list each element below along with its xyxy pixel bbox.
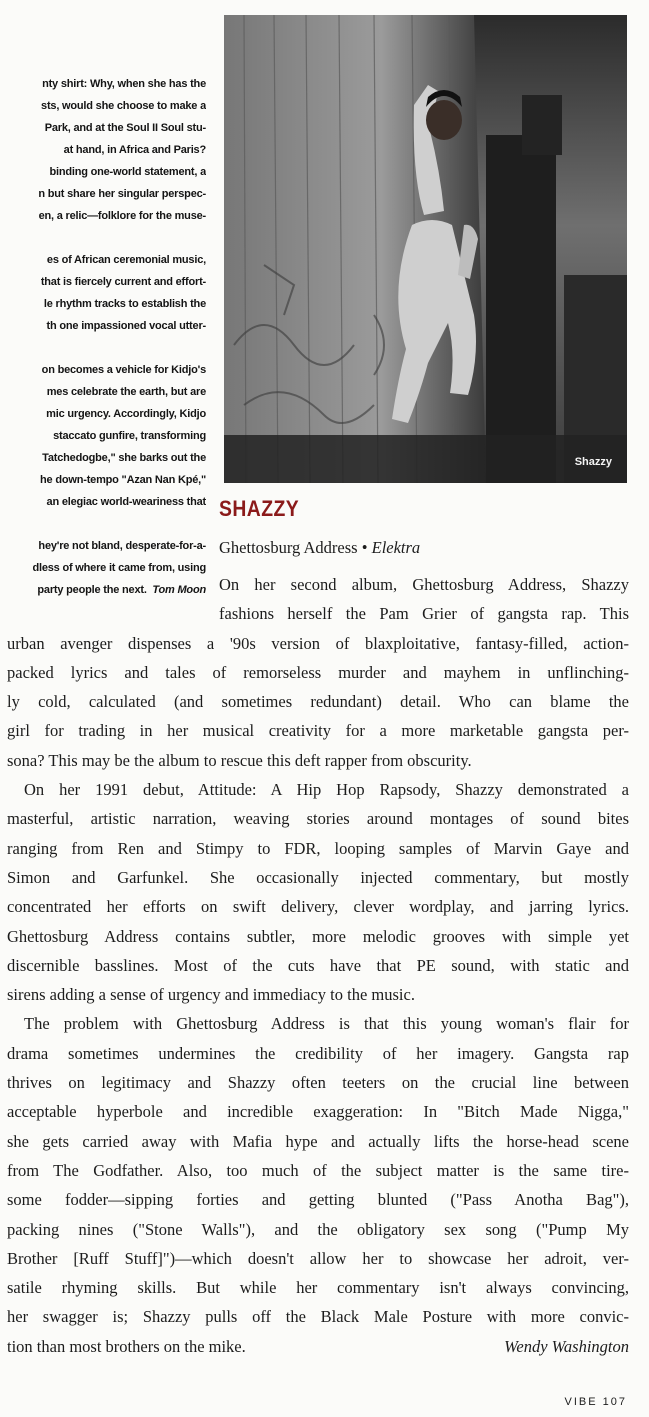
review-line: masterful, artistic narration, weaving stories around montages of sound bites [7,809,629,829]
column-line: that is fiercely current and effort- [40,276,206,288]
column-line: n but share her singular perspec- [38,188,206,200]
column-line: binding one-world statement, a [49,166,206,178]
reviewer-byline: Wendy Washington [504,1336,629,1356]
column-line: Park, and at the Soul II Soul stu- [44,122,206,134]
photo-caption: Shazzy [574,456,612,468]
review-line: Simon and Garfunkel. She occasionally injected commentary, but mostly [7,867,629,887]
paragraph-gap [0,227,206,249]
review-line: Ghettosburg Address contains subtler, more melodic grooves with simple yet [7,926,629,946]
review-line: drama sometimes undermines the credibility of her imagery. Gangsta rap [7,1043,629,1063]
column-line: sts, would she choose to make a [41,100,206,112]
review-line: packed lyrics and tales of remorseless murder and mayhem in unflinching- [7,662,629,682]
review-line: discernible basslines. Most of the cuts have that PE sound, with static and [7,955,629,975]
review-line: satile rhyming skills. But while her commentary isn't always convincing, [7,1278,629,1298]
paragraph-gap [0,513,206,535]
column-line: dless of where it came from, using [32,562,206,574]
review-line: ranging from Ren and Stimpy to FDR, looping samples of Marvin Gaye and [7,838,629,858]
review-line: packing nines ("Stone Walls"), and the obligatory sex song ("Pump My [7,1219,629,1239]
column-line: hey're not bland, desperate-for-a- [38,540,206,552]
review-line: thrives on legitimacy and Shazzy often teeters on the crucial line between [7,1073,629,1093]
page-folio: VIBE 107 [564,1396,627,1408]
review-line: On her second album, Ghettosburg Address, Shazzy [219,575,629,594]
record-label: Elektra [371,538,421,557]
signature: Tom Moon [152,584,206,596]
column-line: on becomes a vehicle for Kidjo's [41,364,206,376]
previous-review-column [0,73,206,601]
paragraph-gap [0,337,206,359]
column-line: th one impassioned vocal utter- [46,320,206,332]
review-line: sirens adding a sense of urgency and immediacy to the music. [7,985,415,1005]
column-line: Tatchedogbe," she barks out the [42,452,206,464]
review-line: from The Godfather. Also, too much of the subject matter is the same tire- [7,1160,629,1180]
review-line: concentrated her efforts on swift delivery, clever wordplay, and jarring lyrics. [7,897,629,917]
review-line: fashions herself the Pam Grier of gangsta rap. This [219,604,629,624]
photo-illustration [224,15,627,483]
column-line: he down-tempo "Azan Nan Kpé," [40,474,206,486]
review-line: The problem with Ghettosburg Address is that this young woman's flair for [24,1014,629,1034]
column-line: mes celebrate the earth, but are [46,386,206,398]
review-last-row [7,1332,629,1361]
column-line: le rhythm tracks to establish the [43,298,206,310]
column-line: en, a relic—folklore for the muse- [38,210,206,222]
review-line: ly cold, calculated (and sometimes redundant) detail. Who can blame the [7,692,629,712]
column-line: mic urgency. Accordingly, Kidjo [46,408,206,420]
review-body [7,570,629,1361]
column-line: staccato gunfire, transforming [53,430,206,442]
column-line: an elegiac world-weariness that [46,496,206,508]
review-line: she gets carried away with Mafia hype and actually lifts the horse-head scene [7,1131,629,1151]
column-line: es of African ceremonial music, [46,254,206,266]
review-line: urban avenger dispenses a '90s version of blaxploitative, fantasy-filled, action- [7,633,629,653]
review-line: Brother [Ruff Stuff]")—which doesn't allow her to showcase her adroit, ver- [7,1248,629,1268]
review-line: tion than most brothers on the mike. [7,1336,246,1356]
column-line: nty shirt: Why, when she has the [42,78,206,90]
review-line: sona? This may be the album to rescue this deft rapper from obscurity. [7,750,472,770]
column-line-text: party people the next. [37,584,147,596]
review-line: her swagger is; Shazzy pulls off the Black Male Posture with more convic- [7,1307,629,1327]
review-line: girl for trading in her musical creativity for a more marketable gangsta per- [7,721,629,741]
column-line: at hand, in Africa and Paris? [63,144,206,156]
review-line: acceptable hyperbole and incredible exaggeration: In "Bitch Made Nigga," [7,1102,629,1122]
review-headline: SHAZZY [219,496,300,521]
review-line: On her 1991 debut, Attitude: A Hip Hop Rapsody, Shazzy demonstrated a [24,780,629,800]
album-info [219,538,420,558]
separator: • [361,538,368,557]
review-line: some fodder—sipping forties and getting blunted ("Pass Anotha Bag"), [7,1190,629,1210]
artist-photo [224,15,627,483]
album-title: Ghettosburg Address [219,538,358,557]
